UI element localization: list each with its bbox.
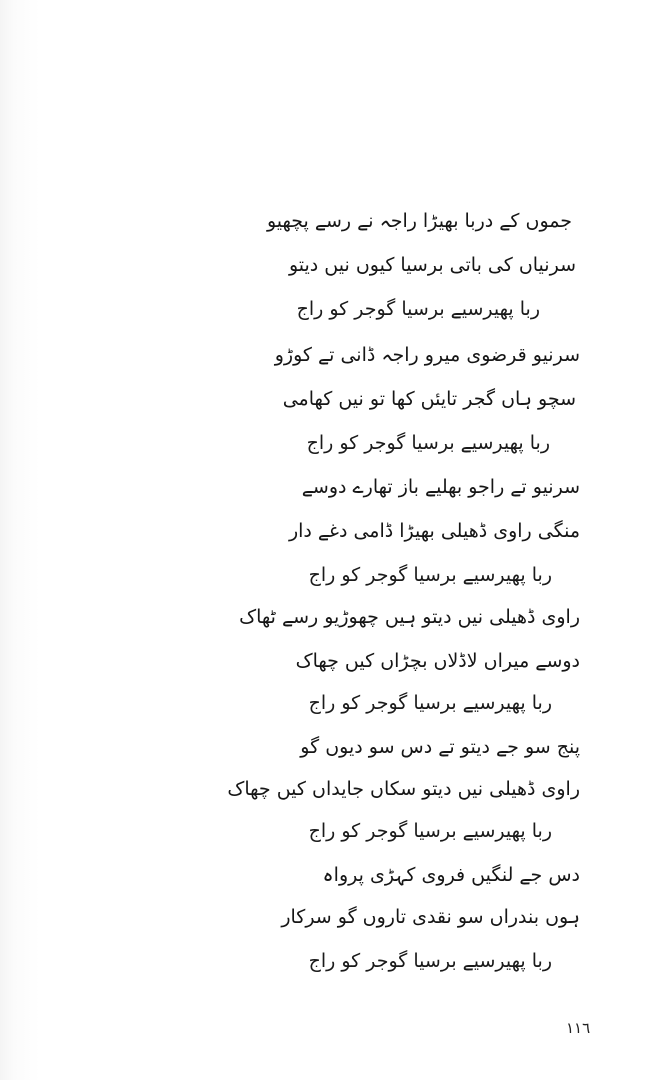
poem-line: سرنیاں کی باتی برسیا کیوں نیں دیتو (288, 254, 576, 276)
poem-line: سرنیو تے راجو بھلیے باز تھارے دوسے (301, 476, 580, 498)
poem-line: سرنیو قرضوی میرو راجہ ڈانی تے کوڑو (274, 344, 580, 366)
poem-line: سچو ہاں گجر تایئں کھا تو نیں کھامی (282, 388, 576, 410)
poem-line: راوی ڈھیلی نیں دیتو سکاں جایداں کیں چھاک (227, 778, 580, 800)
poem-refrain-line: ربا پھیرسیے برسیا گوجر کو راج (308, 820, 552, 842)
poem-line: ہوں بندراں سو نقدی تاروں گو سرکار (281, 906, 580, 928)
page-number: ١١٦ (566, 1019, 591, 1037)
poem-refrain-line: ربا پھیرسیے برسیا گوجر کو راج (308, 692, 552, 714)
poem-line: جموں کے دربا بھیڑا راجہ نے رسے پچھیو (266, 210, 572, 232)
poem-refrain-line: ربا پھیرسیے برسیا گوجر کو راج (306, 432, 550, 454)
poem-line: پنج سو جے دیتو تے دس سو دیوں گو (300, 736, 580, 758)
poem-refrain-line: ربا پھیرسیے برسیا گوجر کو راج (308, 950, 552, 972)
poem-line: منگی راوی ڈھیلی بھیڑا ڈامی دغے دار (288, 520, 580, 542)
poem-refrain-line: ربا پھیرسیے برسیا گوجر کو راج (308, 564, 552, 586)
poem-refrain-line: ربا پھیرسیے برسیا گوجر کو راج (296, 298, 540, 320)
poem-line: دوسے میراں لاڈلاں بچڑاں کیں چھاک (295, 650, 580, 672)
poem-line: دس جے لنگیں فروی کہڑی پرواہ (322, 864, 580, 886)
poem-line: راوی ڈھیلی نیں دیتو ہیں چھوڑیو رسے ٹھاک (239, 606, 580, 628)
